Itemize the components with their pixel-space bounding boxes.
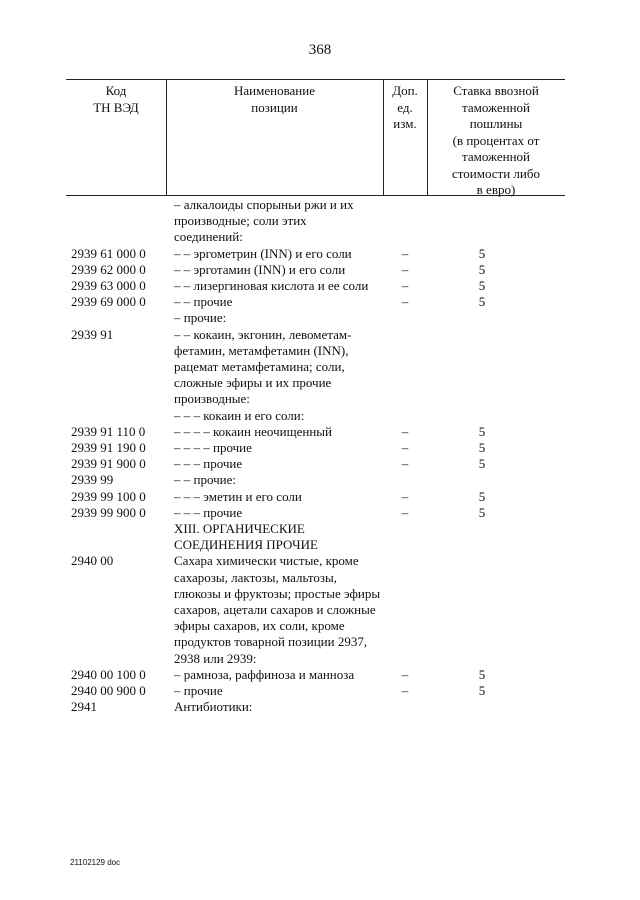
row-code: 2939 99 <box>71 472 114 488</box>
description-line: – – эрготамин (INN) и его соли <box>174 261 346 277</box>
row-unit: – <box>401 488 409 504</box>
description-line: производные: <box>174 391 250 407</box>
description-line: – – кокаин, экгонин, левометам- <box>174 326 352 342</box>
row-unit: – <box>401 666 409 682</box>
row-unit: – <box>401 440 409 456</box>
description-line: 2938 или 2939: <box>174 650 257 666</box>
description-line: соединений: <box>174 229 243 245</box>
row-code: 2939 99 100 0 <box>71 488 146 504</box>
row-rate: 5 <box>478 423 486 439</box>
row-description <box>174 553 386 666</box>
row-code: 2939 62 000 0 <box>71 261 146 277</box>
row-code: 2939 91 190 0 <box>71 440 146 456</box>
row-unit: – <box>401 504 409 520</box>
row-description <box>174 699 386 715</box>
table-row <box>0 472 640 488</box>
table-row <box>0 278 640 294</box>
row-description <box>174 440 386 456</box>
row-rate: 5 <box>478 294 486 310</box>
row-rate: 5 <box>478 488 486 504</box>
row-description <box>174 262 386 278</box>
table-row <box>0 521 640 553</box>
row-code: 2939 91 110 0 <box>71 423 146 439</box>
row-description <box>174 294 386 310</box>
row-unit: – <box>401 423 409 439</box>
row-description <box>174 472 386 488</box>
row-unit: – <box>401 683 409 699</box>
row-description <box>174 683 386 699</box>
row-code: 2939 99 900 0 <box>71 504 146 520</box>
table-row <box>0 310 640 326</box>
header-name: Наименование позиции <box>234 83 315 115</box>
row-unit: – <box>401 456 409 472</box>
row-description <box>174 505 386 521</box>
table-row <box>0 489 640 505</box>
row-description <box>174 310 386 326</box>
description-line: – – – эметин и его соли <box>174 488 302 504</box>
description-line: эфиры сахаров, их соли, кроме <box>174 618 345 634</box>
description-line: глюкозы и фруктозы; простые эфиры <box>174 585 381 601</box>
table-row <box>0 505 640 521</box>
description-line: фетамин, метамфетамин (INN), <box>174 342 349 358</box>
table-row <box>0 553 640 666</box>
row-code: 2939 63 000 0 <box>71 278 146 294</box>
description-line: – рамноза, раффиноза и манноза <box>174 666 355 682</box>
row-unit: – <box>401 245 409 261</box>
header-code: Код ТН ВЭД <box>93 83 139 115</box>
description-line: продуктов товарной позиции 2937, <box>174 634 368 650</box>
table-row <box>0 424 640 440</box>
description-line: – прочие: <box>174 310 227 326</box>
row-rate: 5 <box>478 278 486 294</box>
description-line: Сахара химически чистые, кроме <box>174 553 359 569</box>
description-line: производные; соли этих <box>174 213 307 229</box>
row-description <box>174 456 386 472</box>
row-code: 2939 91 900 0 <box>71 456 146 472</box>
row-description <box>174 667 386 683</box>
row-code: 2941 <box>71 699 97 715</box>
description-line: – алкалоиды спорыньи ржи и их <box>174 197 354 212</box>
table-top-border <box>66 79 565 80</box>
table-row <box>0 327 640 408</box>
row-description <box>174 278 386 294</box>
row-rate: 5 <box>478 440 486 456</box>
row-rate: 5 <box>478 261 486 277</box>
header-unit: Доп. ед. изм. <box>392 83 418 131</box>
row-code: 2939 69 000 0 <box>71 294 146 310</box>
row-code: 2940 00 900 0 <box>71 683 146 699</box>
footer-filename: 21102129 doc <box>70 858 121 867</box>
row-unit: – <box>401 278 409 294</box>
description-line: – – – прочие <box>174 504 243 520</box>
table-row <box>0 456 640 472</box>
page-number: 368 <box>308 42 332 58</box>
description-line: – – – – кокаин неочищенный <box>174 423 332 439</box>
row-description <box>174 424 386 440</box>
description-line: – – – прочие <box>174 456 243 472</box>
row-code: 2939 91 <box>71 326 114 342</box>
row-unit: – <box>401 261 409 277</box>
description-line: сложные эфиры и их прочие <box>174 375 332 391</box>
description-line: – прочие <box>174 683 223 699</box>
row-rate: 5 <box>478 504 486 520</box>
description-line: СОЕДИНЕНИЯ ПРОЧИЕ <box>174 537 318 553</box>
description-line: Антибиотики: <box>174 699 253 715</box>
row-description <box>174 408 386 424</box>
table-row <box>0 262 640 278</box>
row-code: 2939 61 000 0 <box>71 245 146 261</box>
table-row <box>0 246 640 262</box>
description-line: – – – кокаин и его соли: <box>174 407 305 423</box>
table-row <box>0 667 640 683</box>
description-line: – – прочие <box>174 294 233 310</box>
description-line: – – – – прочие <box>174 440 252 456</box>
row-rate: 5 <box>478 245 486 261</box>
description-line: XIII. ОРГАНИЧЕСКИЕ <box>174 521 305 537</box>
table-body <box>0 197 640 716</box>
row-description <box>174 521 386 553</box>
row-description <box>174 489 386 505</box>
description-line: сахарозы, лактозы, мальтозы, <box>174 569 338 585</box>
row-rate: 5 <box>478 683 486 699</box>
row-code: 2940 00 100 0 <box>71 666 146 682</box>
description-line: – – эргометрин (INN) и его соли <box>174 245 352 261</box>
description-line: – – прочие: <box>174 472 236 488</box>
row-rate: 5 <box>478 456 486 472</box>
table-row <box>0 699 640 715</box>
description-line: рацемат метамфетамина; соли, <box>174 359 345 375</box>
table-row <box>0 683 640 699</box>
description-line: сахаров, ацетали сахаров и сложные <box>174 602 376 618</box>
table-row <box>0 408 640 424</box>
table-row <box>0 197 640 246</box>
row-code: 2940 00 <box>71 553 114 569</box>
row-rate: 5 <box>478 666 486 682</box>
row-description <box>174 197 386 246</box>
table-row <box>0 440 640 456</box>
row-description <box>174 246 386 262</box>
header-rate: Ставка ввозной таможенной пошлины (в процентах от таможенной стоимости либо в евро) <box>451 83 540 197</box>
table-row <box>0 294 640 310</box>
row-unit: – <box>401 294 409 310</box>
row-description <box>174 327 386 408</box>
description-line: – – лизергиновая кислота и ее соли <box>174 278 369 294</box>
